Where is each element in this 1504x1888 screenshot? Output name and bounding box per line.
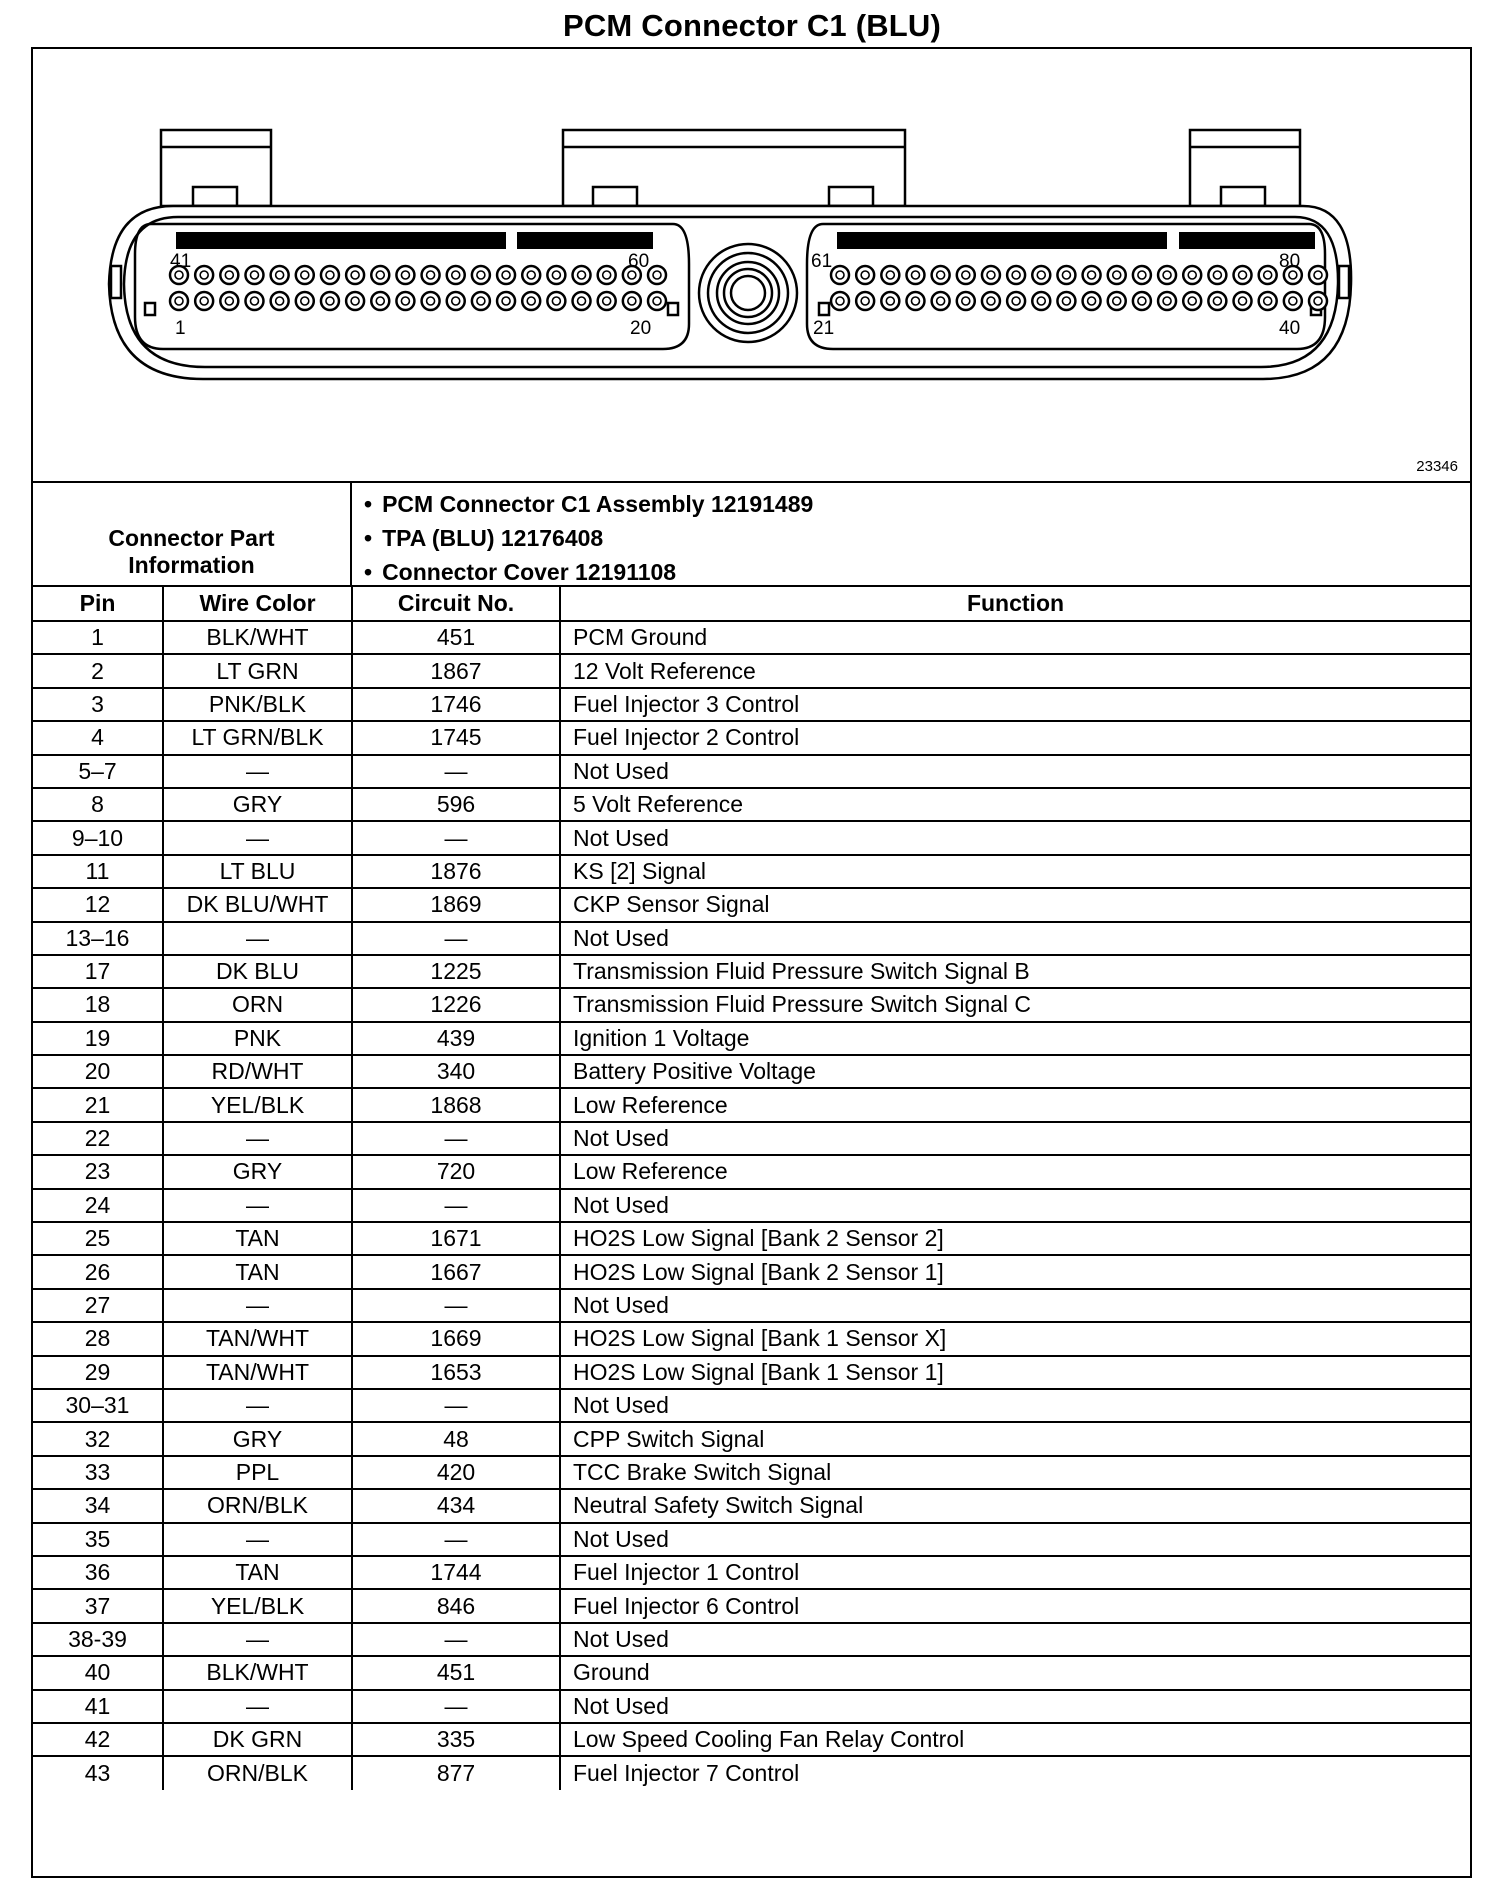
- cell-circuit-no: 434: [352, 1489, 560, 1522]
- table-row: [33, 1155, 1470, 1188]
- cell-circuit-no: 1226: [352, 988, 560, 1021]
- figure-number: 23346: [1416, 458, 1458, 475]
- cell-wire-color: LT GRN/BLK: [163, 721, 352, 754]
- cell-function: Fuel Injector 1 Control: [560, 1556, 1470, 1589]
- table-row: [33, 1322, 1470, 1355]
- pin-hole: [982, 292, 1000, 310]
- cell-wire-color: ORN/BLK: [163, 1756, 352, 1789]
- pin-hole: [1108, 292, 1126, 310]
- cell-wire-color: DK BLU: [163, 955, 352, 988]
- pin-hole: [371, 292, 389, 310]
- part-item: • Connector Cover 12191108: [364, 555, 813, 589]
- cell-pin: 2: [33, 654, 163, 687]
- pin-label-21: 21: [813, 318, 835, 339]
- cell-pin: 1: [33, 621, 163, 654]
- table-row: [33, 1255, 1470, 1288]
- pin-hole: [932, 292, 950, 310]
- pin-hole: [881, 266, 899, 284]
- cell-circuit-no: —: [352, 821, 560, 854]
- cell-wire-color: —: [163, 1690, 352, 1723]
- pin-label-60: 60: [628, 251, 650, 272]
- info-label: [33, 483, 352, 585]
- pin-hole: [1032, 266, 1050, 284]
- page-title: PCM Connector C1 (BLU): [562, 8, 942, 43]
- table-row: [33, 1556, 1470, 1589]
- pin-hole: [1083, 266, 1101, 284]
- pin-hole: [220, 292, 238, 310]
- pin-hole: [648, 292, 666, 310]
- cell-function: Not Used: [560, 1623, 1470, 1656]
- table-row: [33, 755, 1470, 788]
- cell-function: Fuel Injector 7 Control: [560, 1756, 1470, 1789]
- cell-function: Not Used: [560, 1523, 1470, 1556]
- cell-pin: 42: [33, 1723, 163, 1756]
- pin-hole: [1234, 266, 1252, 284]
- pin-hole: [957, 292, 975, 310]
- pin-hole: [1234, 292, 1252, 310]
- cell-function: Low Reference: [560, 1088, 1470, 1121]
- cell-circuit-no: 48: [352, 1422, 560, 1455]
- cell-circuit-no: 1746: [352, 688, 560, 721]
- pin-hole: [1158, 266, 1176, 284]
- cell-function: Transmission Fluid Pressure Switch Signal C: [560, 988, 1470, 1021]
- table-row: [33, 654, 1470, 687]
- table-row: [33, 888, 1470, 921]
- table-row: [33, 1723, 1470, 1756]
- cell-wire-color: YEL/BLK: [163, 1088, 352, 1121]
- cell-wire-color: GRY: [163, 1422, 352, 1455]
- cell-wire-color: DK BLU/WHT: [163, 888, 352, 921]
- cell-circuit-no: 720: [352, 1155, 560, 1188]
- cell-pin: 11: [33, 855, 163, 888]
- cell-function: Low Reference: [560, 1155, 1470, 1188]
- cell-circuit-no: —: [352, 1189, 560, 1222]
- pin-hole: [1007, 292, 1025, 310]
- pin-hole: [522, 266, 540, 284]
- cell-function: Battery Positive Voltage: [560, 1055, 1470, 1088]
- cell-wire-color: GRY: [163, 788, 352, 821]
- connector-part-information: [33, 483, 1470, 587]
- cell-wire-color: GRY: [163, 1155, 352, 1188]
- pin-hole: [1208, 292, 1226, 310]
- table-row: [33, 1289, 1470, 1322]
- cell-circuit-no: 420: [352, 1456, 560, 1489]
- cell-pin: 36: [33, 1556, 163, 1589]
- connector-housing: [109, 130, 1351, 379]
- cell-wire-color: LT BLU: [163, 855, 352, 888]
- connector-drawing: [33, 49, 1470, 481]
- cell-wire-color: —: [163, 1523, 352, 1556]
- info-label-line2: Information: [128, 552, 255, 578]
- pin-hole: [472, 266, 490, 284]
- table-header-row: [33, 587, 1470, 621]
- cell-function: Not Used: [560, 1289, 1470, 1322]
- header-function: Function: [560, 587, 1470, 621]
- cell-pin: 24: [33, 1189, 163, 1222]
- cell-function: Ignition 1 Voltage: [560, 1022, 1470, 1055]
- cell-pin: 37: [33, 1589, 163, 1622]
- table-row: [33, 1356, 1470, 1389]
- table-row: [33, 1222, 1470, 1255]
- cell-function: Low Speed Cooling Fan Relay Control: [560, 1723, 1470, 1756]
- cell-circuit-no: —: [352, 922, 560, 955]
- cell-function: 12 Volt Reference: [560, 654, 1470, 687]
- pin-label-61: 61: [811, 251, 833, 272]
- cell-pin: 3: [33, 688, 163, 721]
- cell-pin: 23: [33, 1155, 163, 1188]
- cell-function: HO2S Low Signal [Bank 2 Sensor 2]: [560, 1222, 1470, 1255]
- cell-circuit-no: 335: [352, 1723, 560, 1756]
- pin-hole: [447, 266, 465, 284]
- pin-hole: [1057, 266, 1075, 284]
- cell-wire-color: —: [163, 1189, 352, 1222]
- cell-pin: 32: [33, 1422, 163, 1455]
- cell-wire-color: PPL: [163, 1456, 352, 1489]
- table-row: [33, 1589, 1470, 1622]
- pin-hole: [346, 292, 364, 310]
- pin-hole: [881, 292, 899, 310]
- cell-circuit-no: —: [352, 1523, 560, 1556]
- cell-wire-color: —: [163, 922, 352, 955]
- cell-function: Not Used: [560, 1189, 1470, 1222]
- pin-hole: [346, 266, 364, 284]
- cell-pin: 41: [33, 1690, 163, 1723]
- cell-wire-color: —: [163, 1623, 352, 1656]
- info-label-line1: Connector Part: [108, 525, 275, 551]
- pin-hole: [195, 266, 213, 284]
- pin-hole: [497, 266, 515, 284]
- cell-function: Transmission Fluid Pressure Switch Signal B: [560, 955, 1470, 988]
- pin-hole: [1208, 266, 1226, 284]
- pin-hole: [1133, 292, 1151, 310]
- cell-wire-color: PNK: [163, 1022, 352, 1055]
- pin-hole: [1183, 292, 1201, 310]
- cell-pin: 34: [33, 1489, 163, 1522]
- pin-hole: [856, 266, 874, 284]
- cell-circuit-no: 1744: [352, 1556, 560, 1589]
- pin-hole: [906, 292, 924, 310]
- cell-pin: 19: [33, 1022, 163, 1055]
- cell-circuit-no: 451: [352, 621, 560, 654]
- table-row: [33, 1690, 1470, 1723]
- pin-hole: [396, 292, 414, 310]
- cell-circuit-no: 846: [352, 1589, 560, 1622]
- pin-hole: [245, 292, 263, 310]
- cell-function: CPP Switch Signal: [560, 1422, 1470, 1455]
- table-row: [33, 1456, 1470, 1489]
- pin-hole: [1007, 266, 1025, 284]
- cell-circuit-no: 1653: [352, 1356, 560, 1389]
- pin-hole: [598, 292, 616, 310]
- cell-function: Fuel Injector 2 Control: [560, 721, 1470, 754]
- pin-hole: [170, 292, 188, 310]
- cell-function: HO2S Low Signal [Bank 1 Sensor 1]: [560, 1356, 1470, 1389]
- pinout-table: [33, 587, 1470, 1790]
- pin-hole: [957, 266, 975, 284]
- cell-wire-color: —: [163, 1122, 352, 1155]
- cell-pin: 35: [33, 1523, 163, 1556]
- connector-sheet: [31, 47, 1472, 1878]
- table-row: [33, 922, 1470, 955]
- header-wire-color: Wire Color: [163, 587, 352, 621]
- cell-pin: 21: [33, 1088, 163, 1121]
- table-row: [33, 1389, 1470, 1422]
- pin-label-20: 20: [630, 318, 652, 339]
- cell-circuit-no: 451: [352, 1656, 560, 1689]
- pin-hole: [932, 266, 950, 284]
- pin-hole: [296, 292, 314, 310]
- pin-label-40: 40: [1279, 318, 1301, 339]
- pin-hole: [573, 292, 591, 310]
- cell-pin: 4: [33, 721, 163, 754]
- cell-function: 5 Volt Reference: [560, 788, 1470, 821]
- cell-pin: 29: [33, 1356, 163, 1389]
- cell-circuit-no: 1671: [352, 1222, 560, 1255]
- pin-hole: [623, 292, 641, 310]
- cell-circuit-no: 596: [352, 788, 560, 821]
- cell-function: Fuel Injector 3 Control: [560, 688, 1470, 721]
- table-row: [33, 1189, 1470, 1222]
- table-row: [33, 1088, 1470, 1121]
- pin-hole: [447, 292, 465, 310]
- cell-pin: 43: [33, 1756, 163, 1789]
- pin-hole: [321, 266, 339, 284]
- pin-hole: [1259, 292, 1277, 310]
- cell-function: Not Used: [560, 1389, 1470, 1422]
- cell-wire-color: PNK/BLK: [163, 688, 352, 721]
- table-row: [33, 988, 1470, 1021]
- pin-hole: [573, 266, 591, 284]
- cell-wire-color: —: [163, 1389, 352, 1422]
- pin-hole: [497, 292, 515, 310]
- cell-wire-color: —: [163, 821, 352, 854]
- pin-label-80: 80: [1279, 251, 1301, 272]
- cell-wire-color: TAN: [163, 1222, 352, 1255]
- pin-hole: [522, 292, 540, 310]
- pin-hole: [1309, 292, 1327, 310]
- table-row: [33, 1489, 1470, 1522]
- table-row: [33, 1422, 1470, 1455]
- cell-wire-color: BLK/WHT: [163, 621, 352, 654]
- cell-pin: 13–16: [33, 922, 163, 955]
- cell-function: CKP Sensor Signal: [560, 888, 1470, 921]
- pin-hole: [547, 292, 565, 310]
- cell-wire-color: TAN/WHT: [163, 1322, 352, 1355]
- table-row: [33, 1756, 1470, 1789]
- pin-hole: [906, 266, 924, 284]
- cell-circuit-no: 1876: [352, 855, 560, 888]
- cell-circuit-no: 1667: [352, 1255, 560, 1288]
- cell-circuit-no: 1867: [352, 654, 560, 687]
- pin-label-1: 1: [175, 318, 186, 339]
- pin-hole: [1158, 292, 1176, 310]
- cell-circuit-no: —: [352, 1690, 560, 1723]
- cell-circuit-no: 1868: [352, 1088, 560, 1121]
- cell-circuit-no: 439: [352, 1022, 560, 1055]
- cell-wire-color: TAN: [163, 1556, 352, 1589]
- pin-hole: [271, 266, 289, 284]
- pin-hole: [1083, 292, 1101, 310]
- cell-pin: 8: [33, 788, 163, 821]
- cell-pin: 33: [33, 1456, 163, 1489]
- cell-circuit-no: 877: [352, 1756, 560, 1789]
- pin-hole: [1183, 266, 1201, 284]
- table-row: [33, 821, 1470, 854]
- pin-hole: [547, 266, 565, 284]
- pin-hole: [1032, 292, 1050, 310]
- pin-hole: [1259, 266, 1277, 284]
- cell-pin: 28: [33, 1322, 163, 1355]
- pin-hole: [396, 266, 414, 284]
- table-row: [33, 1022, 1470, 1055]
- cell-wire-color: ORN: [163, 988, 352, 1021]
- pin-hole: [598, 266, 616, 284]
- cell-pin: 9–10: [33, 821, 163, 854]
- pin-hole: [321, 292, 339, 310]
- cell-circuit-no: —: [352, 1623, 560, 1656]
- cell-wire-color: RD/WHT: [163, 1055, 352, 1088]
- pin-hole: [220, 266, 238, 284]
- pin-hole: [831, 266, 849, 284]
- cell-function: Not Used: [560, 1122, 1470, 1155]
- cell-pin: 26: [33, 1255, 163, 1288]
- pin-hole: [422, 292, 440, 310]
- cell-circuit-no: —: [352, 755, 560, 788]
- cell-pin: 22: [33, 1122, 163, 1155]
- pin-hole: [648, 266, 666, 284]
- pin-hole: [856, 292, 874, 310]
- table-row: [33, 1055, 1470, 1088]
- table-row: [33, 721, 1470, 754]
- pin-hole: [1309, 266, 1327, 284]
- part-item: • TPA (BLU) 12176408: [364, 521, 813, 555]
- cell-wire-color: LT GRN: [163, 654, 352, 687]
- table-row: [33, 1656, 1470, 1689]
- pin-hole: [371, 266, 389, 284]
- pin-hole: [1284, 292, 1302, 310]
- cell-function: HO2S Low Signal [Bank 2 Sensor 1]: [560, 1255, 1470, 1288]
- cell-circuit-no: 1225: [352, 955, 560, 988]
- cell-pin: 40: [33, 1656, 163, 1689]
- pin-hole: [245, 266, 263, 284]
- table-row: [33, 621, 1470, 654]
- table-row: [33, 688, 1470, 721]
- cell-pin: 18: [33, 988, 163, 1021]
- pin-hole: [1057, 292, 1075, 310]
- cell-function: Not Used: [560, 1690, 1470, 1723]
- cell-wire-color: DK GRN: [163, 1723, 352, 1756]
- pin-hole: [296, 266, 314, 284]
- cell-wire-color: —: [163, 1289, 352, 1322]
- cell-wire-color: BLK/WHT: [163, 1656, 352, 1689]
- cell-function: Fuel Injector 6 Control: [560, 1589, 1470, 1622]
- cell-wire-color: ORN/BLK: [163, 1489, 352, 1522]
- cell-circuit-no: 1869: [352, 888, 560, 921]
- header-circuit-no: Circuit No.: [352, 587, 560, 621]
- cell-circuit-no: 1669: [352, 1322, 560, 1355]
- cell-pin: 38-39: [33, 1623, 163, 1656]
- cell-circuit-no: 1745: [352, 721, 560, 754]
- pin-hole: [195, 292, 213, 310]
- cell-function: HO2S Low Signal [Bank 1 Sensor X]: [560, 1322, 1470, 1355]
- pin-hole: [472, 292, 490, 310]
- pin-hole: [982, 266, 1000, 284]
- pin-hole: [271, 292, 289, 310]
- table-row: [33, 1523, 1470, 1556]
- connector-diagram: [33, 49, 1470, 483]
- cell-function: Not Used: [560, 755, 1470, 788]
- table-row: [33, 855, 1470, 888]
- cell-wire-color: —: [163, 755, 352, 788]
- pin-label-41: 41: [170, 251, 192, 272]
- cell-pin: 20: [33, 1055, 163, 1088]
- pin-hole: [1133, 266, 1151, 284]
- cell-pin: 17: [33, 955, 163, 988]
- cell-circuit-no: —: [352, 1389, 560, 1422]
- cell-circuit-no: —: [352, 1289, 560, 1322]
- pin-hole: [831, 292, 849, 310]
- pin-hole: [422, 266, 440, 284]
- table-row: [33, 1623, 1470, 1656]
- cell-pin: 30–31: [33, 1389, 163, 1422]
- cell-function: PCM Ground: [560, 621, 1470, 654]
- cell-function: Neutral Safety Switch Signal: [560, 1489, 1470, 1522]
- pin-hole: [1108, 266, 1126, 284]
- part-item: • PCM Connector C1 Assembly 12191489: [364, 487, 813, 521]
- cell-circuit-no: —: [352, 1122, 560, 1155]
- table-row: [33, 1122, 1470, 1155]
- header-pin: Pin: [33, 587, 163, 621]
- cell-pin: 27: [33, 1289, 163, 1322]
- cell-pin: 12: [33, 888, 163, 921]
- table-row: [33, 955, 1470, 988]
- cell-wire-color: YEL/BLK: [163, 1589, 352, 1622]
- cell-circuit-no: 340: [352, 1055, 560, 1088]
- cell-function: KS [2] Signal: [560, 855, 1470, 888]
- cell-function: Not Used: [560, 922, 1470, 955]
- cell-pin: 25: [33, 1222, 163, 1255]
- table-row: [33, 788, 1470, 821]
- cell-function: TCC Brake Switch Signal: [560, 1456, 1470, 1489]
- part-number-list: [364, 487, 813, 589]
- cell-function: Not Used: [560, 821, 1470, 854]
- cell-wire-color: TAN/WHT: [163, 1356, 352, 1389]
- cell-wire-color: TAN: [163, 1255, 352, 1288]
- cell-function: Ground: [560, 1656, 1470, 1689]
- cell-pin: 5–7: [33, 755, 163, 788]
